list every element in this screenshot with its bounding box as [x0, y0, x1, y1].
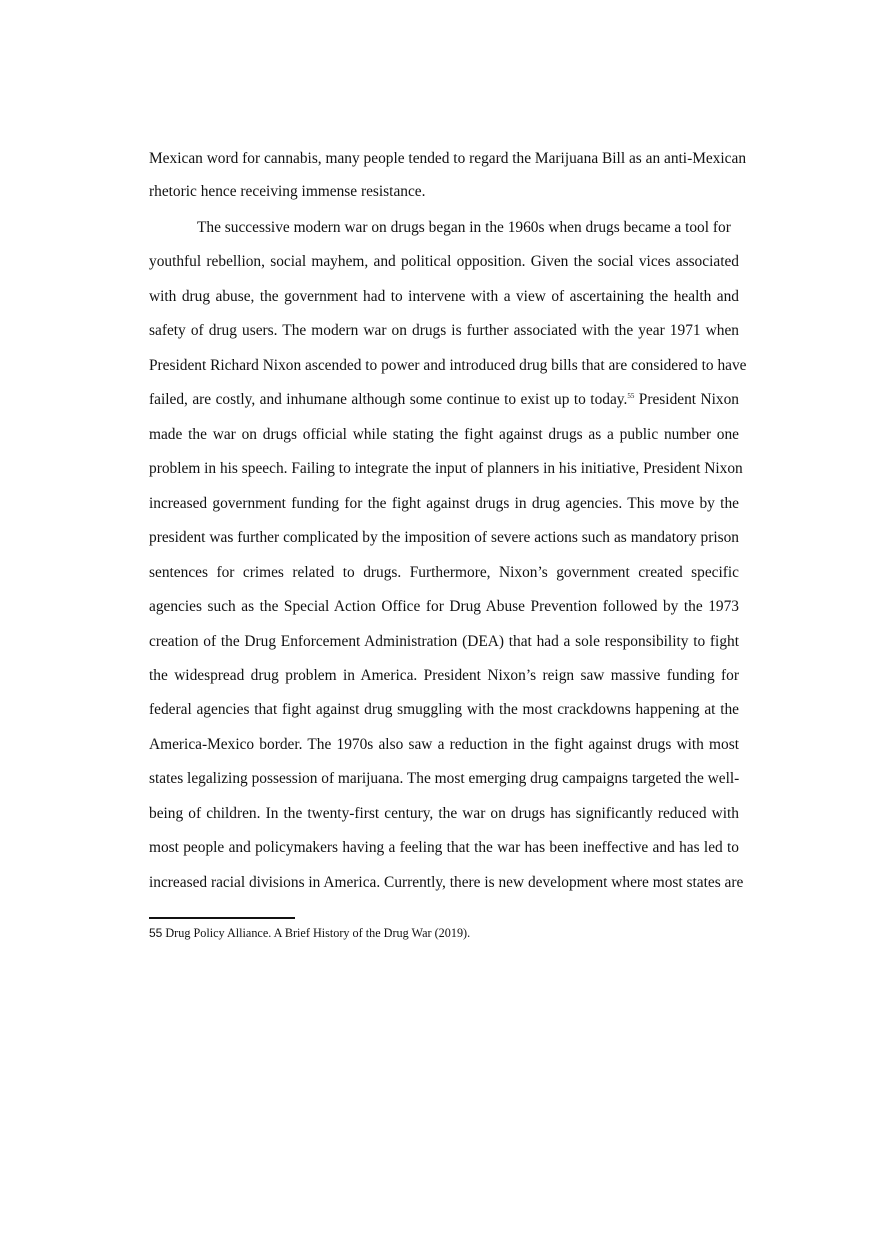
body-text-line: the widespread drug problem in America. President Nixon’s reign saw massive funding for — [149, 667, 739, 684]
body-text-line: safety of drug users. The modern war on drugs is further associated with the year 1971 when — [149, 322, 739, 339]
body-text-line: federal agencies that fight against drug smuggling with the most crackdowns happening at the — [149, 701, 739, 718]
body-text-line-with-footnote — [149, 390, 739, 410]
body-text-line: with drug abuse, the government had to intervene with a view of ascertaining the health and — [149, 288, 739, 305]
body-text-line: increased racial divisions in America. Currently, there is new development where most states are — [149, 874, 744, 891]
footnote — [149, 925, 470, 941]
body-text-line: problem in his speech. Failing to integrate the input of planners in his initiative, President Nixon — [149, 460, 743, 477]
footnote-separator — [149, 917, 295, 919]
body-text-line: being of children. In the twenty-first century, the war on drugs has significantly reduced with — [149, 805, 739, 822]
body-text-line: states legalizing possession of marijuana. The most emerging drug campaigns targeted the well- — [149, 770, 740, 787]
footnote-reference-marker[interactable]: 55 — [627, 391, 635, 400]
paragraph-first-line: The successive modern war on drugs began in the 1960s when drugs became a tool for — [197, 219, 731, 236]
body-text-line: creation of the Drug Enforcement Administration (DEA) that had a sole responsibility to fight — [149, 633, 739, 650]
body-text-line: youthful rebellion, social mayhem, and political opposition. Given the social vices associated — [149, 253, 739, 270]
footnote-number: 55 — [149, 926, 163, 940]
footnote-text: Drug Policy Alliance. A Brief History of the Drug War (2019). — [165, 926, 471, 940]
body-text-line: increased government funding for the fight against drugs in drug agencies. This move by the — [149, 495, 739, 512]
body-text-line: President Richard Nixon ascended to power and introduced drug bills that are considered to have — [149, 357, 747, 374]
body-text-line: most people and policymakers having a feeling that the war has been ineffective and has led to — [149, 839, 739, 856]
footnote-line-text-before: failed, are costly, and inhumane although some continue to exist up to today. — [149, 391, 628, 408]
body-text-line: Mexican word for cannabis, many people tended to regard the Marijuana Bill as an anti-Mexican — [149, 150, 747, 167]
body-text-line: sentences for crimes related to drugs. Furthermore, Nixon’s government created specific — [149, 564, 739, 581]
body-text-line: agencies such as the Special Action Office for Drug Abuse Prevention followed by the 1973 — [149, 598, 739, 615]
body-text-line: America-Mexico border. The 1970s also saw a reduction in the fight against drugs with most — [149, 736, 739, 753]
body-text-line: made the war on drugs official while stating the fight against drugs as a public number one — [149, 426, 739, 443]
body-text-line: rhetoric hence receiving immense resistance. — [149, 183, 426, 200]
body-text-line: president was further complicated by the imposition of severe actions such as mandatory prison — [149, 529, 739, 546]
footnote-line-text-after: President Nixon — [634, 391, 739, 408]
